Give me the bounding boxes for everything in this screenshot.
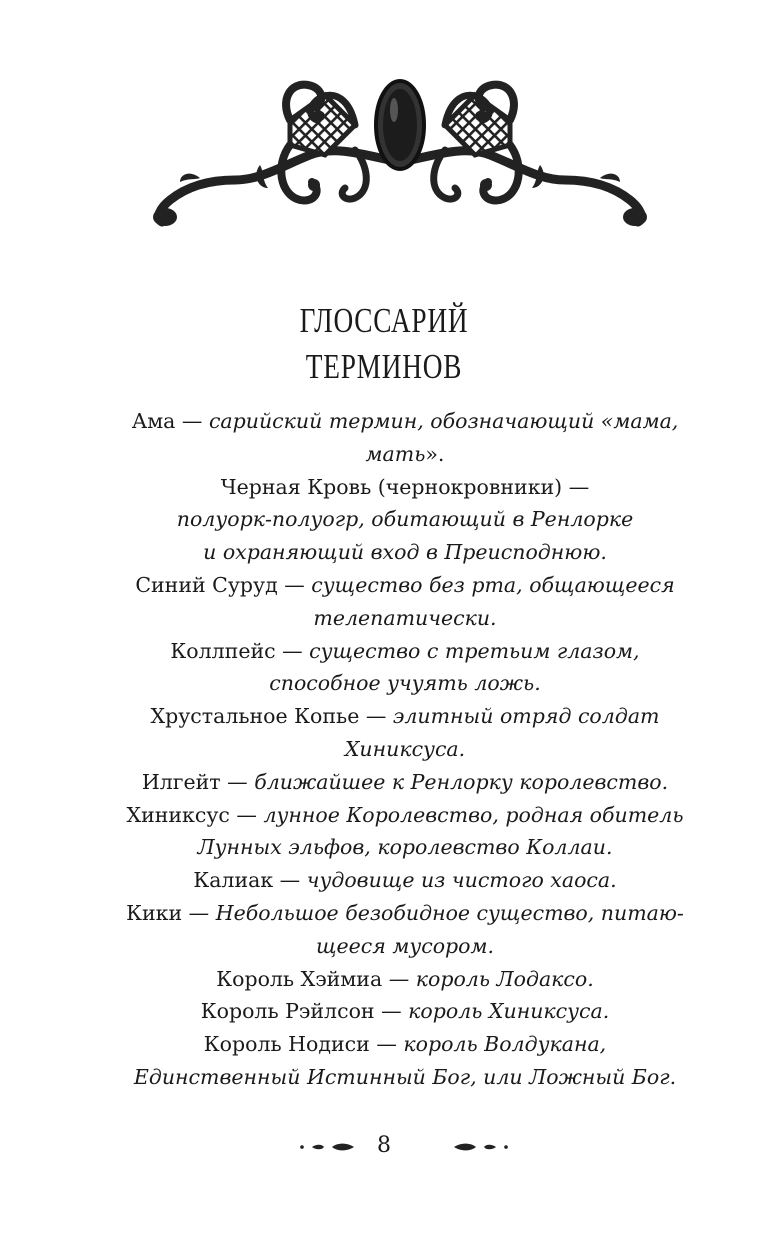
em-dash: — [369, 1032, 404, 1057]
glossary-entry [120, 963, 690, 996]
glossary-line [120, 1061, 690, 1094]
term-definition: существо с третьим глазом, [309, 638, 640, 663]
em-dash: — [220, 769, 255, 794]
glossary-line [120, 602, 690, 635]
glossary-line [120, 536, 690, 569]
glossary-entry [120, 995, 690, 1028]
em-dash: — [229, 802, 264, 827]
glossary-entry [120, 405, 690, 471]
glossary-entry [120, 471, 690, 569]
glossary-line [120, 831, 690, 864]
glossary-line [120, 995, 690, 1028]
glossary-line [120, 471, 690, 504]
term-definition: элитный отряд солдат [392, 704, 660, 729]
glossary-line [120, 1028, 690, 1061]
em-dash: — [182, 900, 216, 925]
term-name: Коллпейс [170, 638, 276, 663]
term-name: Синий Суруд [135, 572, 278, 597]
term-name: Хиниксус [126, 802, 230, 827]
glossary-line [120, 700, 690, 733]
glossary-line [120, 766, 690, 799]
glossary-line [120, 667, 690, 700]
glossary-line [120, 897, 690, 930]
glossary-entry [120, 1028, 690, 1094]
term-definition: король Волдукана, [403, 1032, 607, 1057]
flourish-icon [452, 1140, 512, 1154]
term-definition: телепатически. [313, 605, 497, 630]
glossary-line [120, 733, 690, 766]
flourish-icon [296, 1140, 356, 1154]
em-dash: — [382, 966, 416, 991]
term-definition: лунное Королевство, родная обитель [263, 802, 684, 827]
term-definition: Хиниксуса. [344, 736, 466, 761]
term-definition: король Хиниксуса. [408, 999, 610, 1024]
em-dash: — [374, 999, 409, 1024]
term-name: Хрустальное Копье [150, 704, 360, 729]
em-dash: — [359, 704, 393, 729]
term-name: Черная Кровь (чернокровники) [220, 474, 563, 499]
glossary-line [120, 503, 690, 536]
glossary-entry [120, 635, 690, 701]
glossary-line [120, 569, 690, 602]
em-dash: — [562, 474, 590, 499]
page-number: 8 [377, 1133, 391, 1158]
glossary-entry [120, 700, 690, 766]
term-name: Илгейт [141, 769, 221, 794]
glossary-line [120, 405, 690, 438]
glossary-line [120, 864, 690, 897]
term-definition: щееся мусором. [315, 933, 495, 958]
term-definition: ближайшее к Ренлорку королевство. [254, 769, 669, 794]
term-definition: Небольшое безобидное существо, питаю- [215, 900, 684, 925]
term-name: Король Рэйлсон [200, 999, 375, 1024]
glossary-line [120, 635, 690, 668]
glossary-entry [120, 799, 690, 865]
term-name: Король Хэймиа [216, 966, 383, 991]
term-definition: полуорк-полуогр, обитающий в Ренлорке [176, 507, 634, 532]
term-name: Калиак [193, 868, 274, 893]
glossary-entry [120, 864, 690, 897]
em-dash: — [273, 868, 307, 893]
em-dash: — [275, 638, 310, 663]
glossary-line [120, 963, 690, 996]
term-name: Король Нодиси [203, 1032, 370, 1057]
term-definition: Лунных эльфов, королевство Коллаи. [197, 835, 613, 860]
term-definition: существо без рта, общающееся [311, 572, 675, 597]
term-definition: способное учуять ложь. [269, 671, 541, 696]
glossary-line [120, 799, 690, 832]
glossary-entry [120, 897, 690, 963]
glossary-list [120, 405, 690, 1094]
term-name: ». [425, 441, 445, 466]
glossary-line [120, 930, 690, 963]
glossary-line [120, 438, 690, 471]
term-definition: король Лодаксо. [415, 966, 594, 991]
baroque-scroll-ornament-icon [140, 70, 660, 245]
title-line-1: ГЛОССАРИЙ [299, 301, 469, 340]
term-definition: сарийский термин, обозначающий «мама, [208, 409, 679, 433]
term-definition: мать [365, 441, 426, 466]
glossary-entry [120, 569, 690, 635]
em-dash: — [277, 572, 312, 597]
term-definition: чудовище из чистого хаоса. [306, 868, 617, 893]
term-name: Ама [131, 409, 176, 433]
glossary-entry [120, 766, 690, 799]
em-dash: — [175, 409, 209, 433]
page-footer [0, 1130, 768, 1162]
term-definition: и охраняющий вход в Преисподнюю. [203, 540, 607, 565]
title-line-2: ТЕРМИНОВ [305, 347, 463, 386]
term-name: Кики [126, 900, 183, 925]
term-definition: Единственный Истинный Бог, или Ложный Бог. [133, 1064, 677, 1089]
page-title [84, 298, 683, 390]
